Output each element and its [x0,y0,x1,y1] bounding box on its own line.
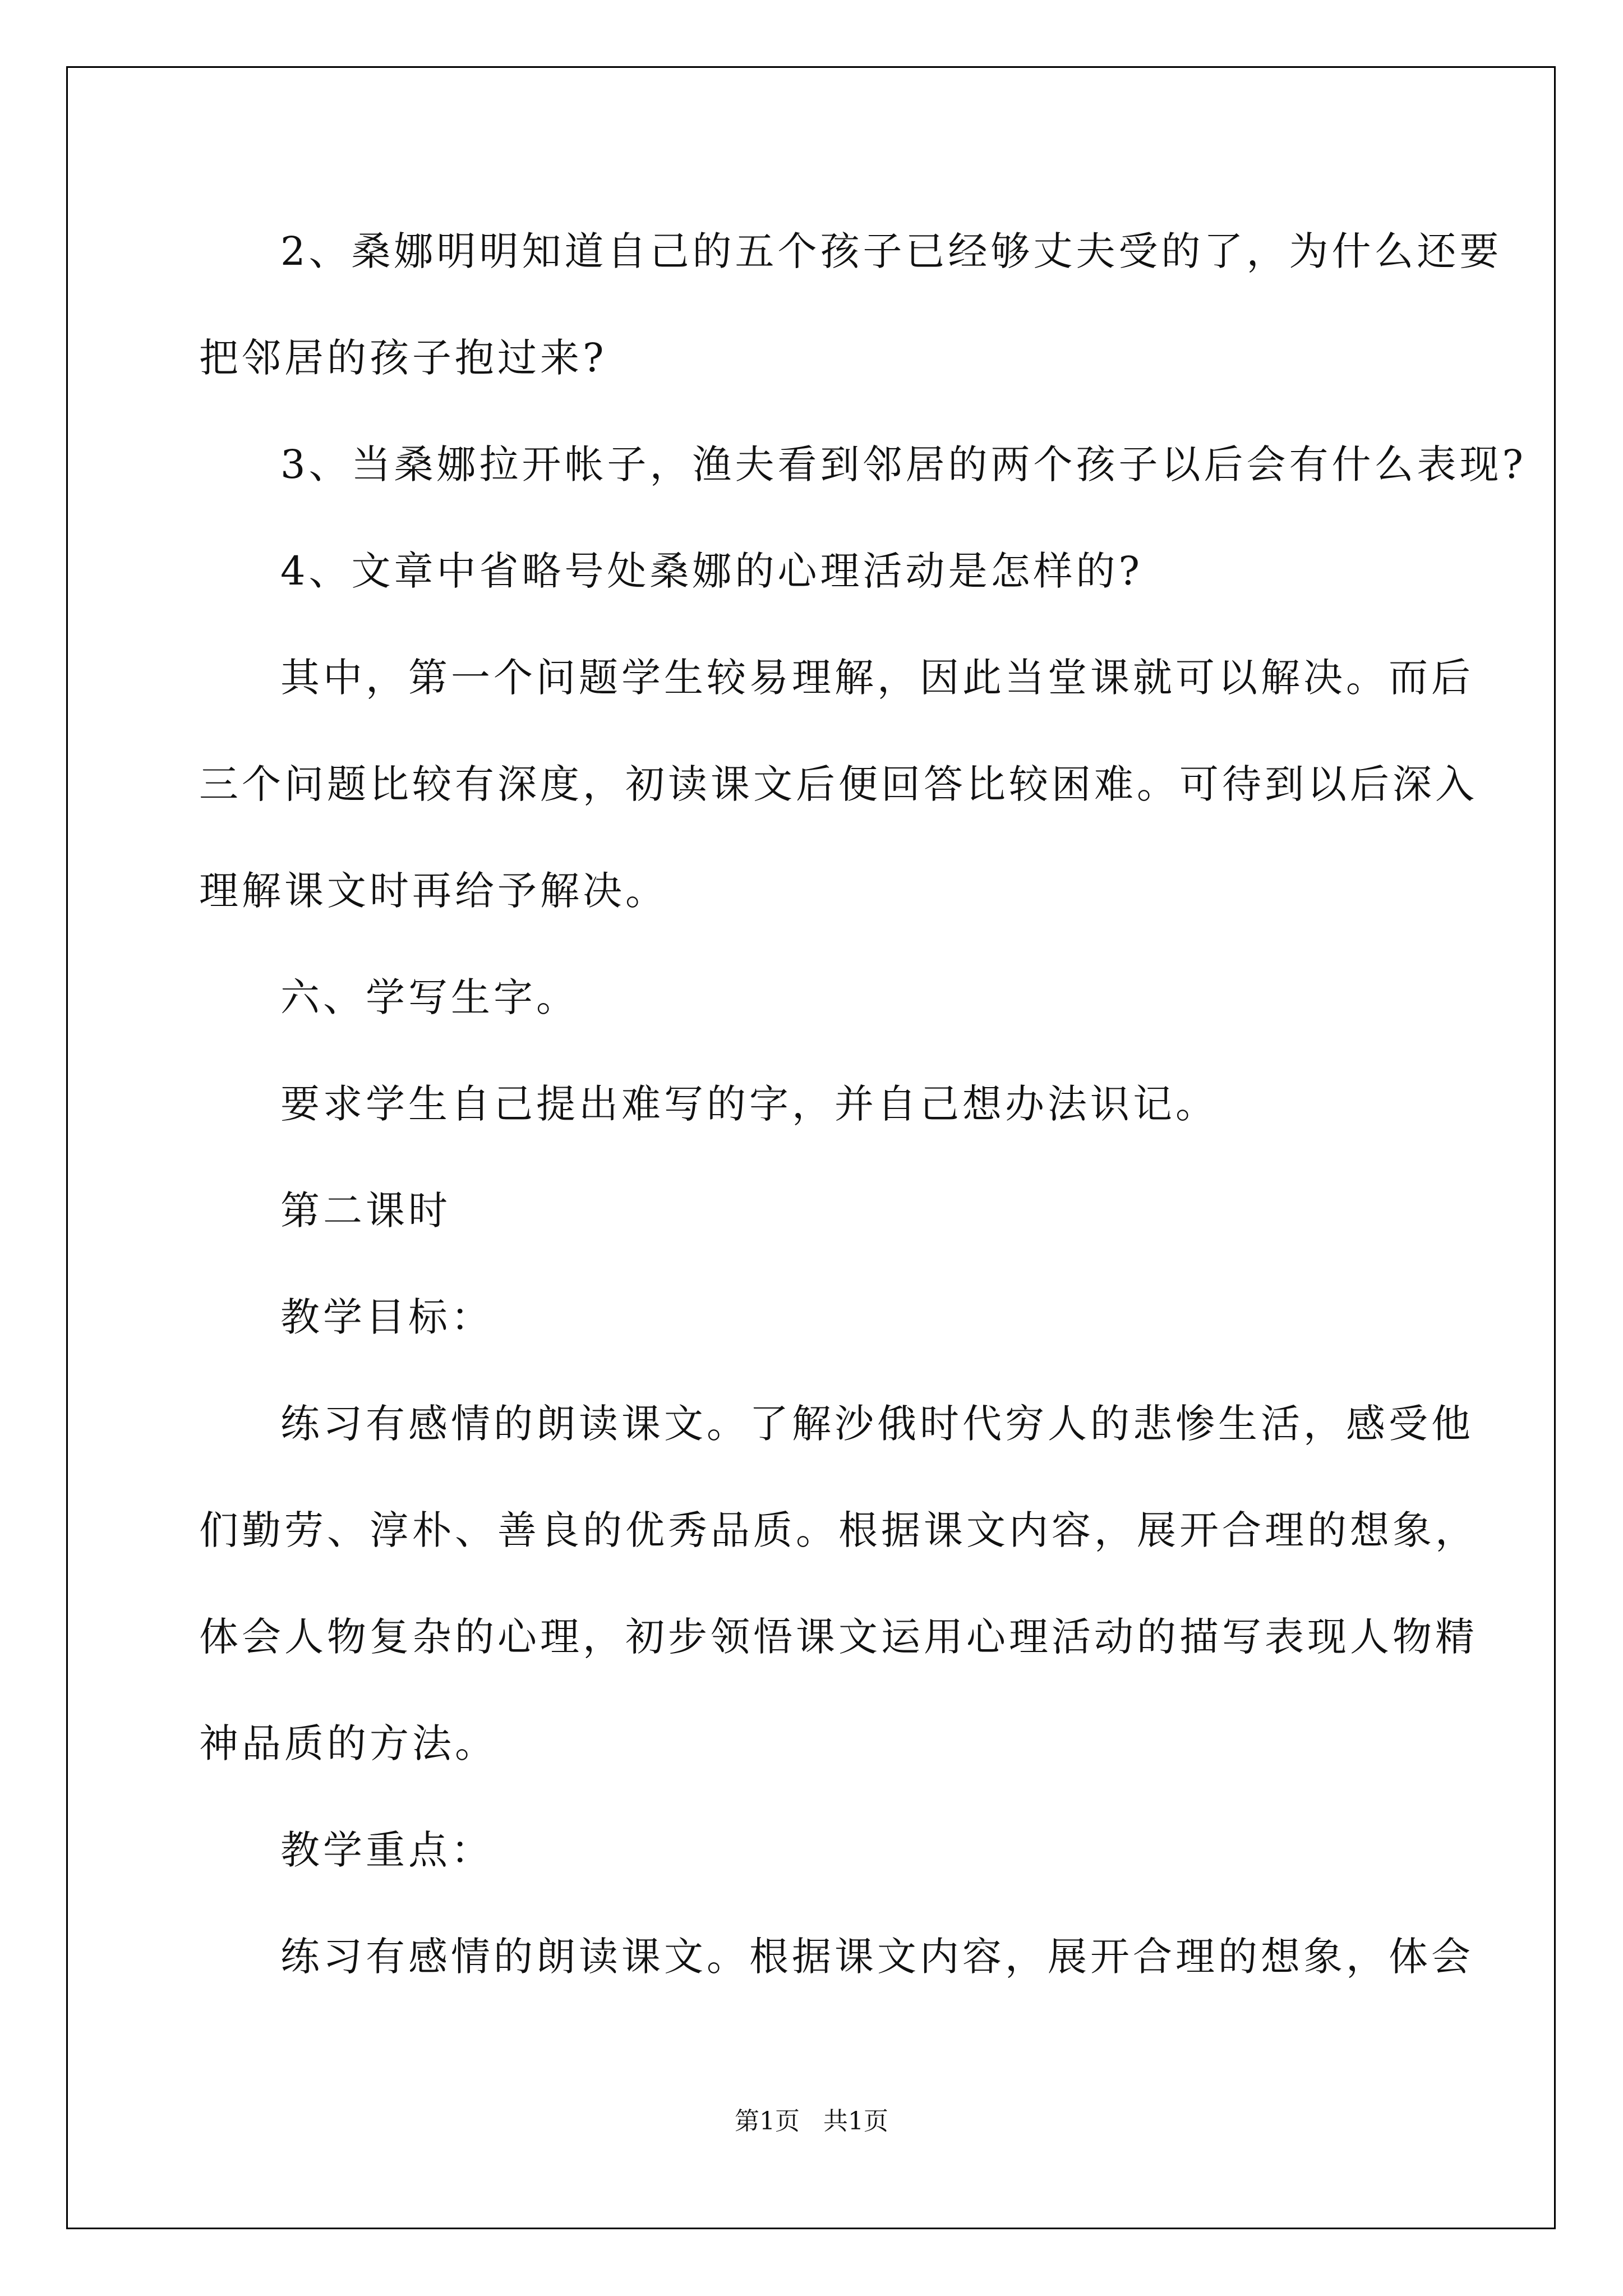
page-number: 第1页 [735,2107,800,2136]
section-heading-six: 六、学写生字。 [280,974,579,1020]
paragraph-goals-line-2: 们勤劳、淳朴、善良的优秀品质。根据课文内容，展开合理的想象， [199,1507,1478,1553]
paragraph-requirement: 要求学生自己提出难写的字，并自己想办法识记。 [280,1081,1218,1127]
page-footer [0,2105,1623,2138]
question-3: 3、当桑娜拉开帐子，渔夫看到邻居的两个孩子以后会有什么表现? [280,441,1527,487]
question-2-line-1: 2、桑娜明明知道自己的五个孩子已经够丈夫受的了，为什么还要 [280,228,1502,274]
heading-teaching-goals: 教学目标： [280,1294,494,1340]
paragraph-goals-line-1: 练习有感情的朗读课文。了解沙俄时代穷人的悲惨生活，感受他 [280,1401,1474,1447]
paragraph-goals-line-3: 体会人物复杂的心理，初步领悟课文运用心理活动的描写表现人物精 [199,1614,1478,1660]
paragraph-goals-line-4: 神品质的方法。 [199,1720,497,1766]
page-border [66,66,1556,2229]
heading-second-lesson: 第二课时 [280,1188,451,1234]
paragraph-focus-line-1: 练习有感情的朗读课文。根据课文内容，展开合理的想象，体会 [280,1934,1474,1980]
page-total: 共1页 [823,2107,888,2136]
paragraph-explanation-line-1: 其中，第一个问题学生较易理解，因此当堂课就可以解决。而后 [280,655,1474,701]
paragraph-explanation-line-2: 三个问题比较有深度，初读课文后便回答比较困难。可待到以后深入 [199,761,1478,807]
question-4: 4、文章中省略号处桑娜的心理活动是怎样的? [280,548,1144,594]
heading-teaching-focus: 教学重点： [280,1827,494,1873]
paragraph-explanation-line-3: 理解课文时再给予解决。 [199,868,668,914]
question-2-line-2: 把邻居的孩子抱过来? [199,335,607,381]
